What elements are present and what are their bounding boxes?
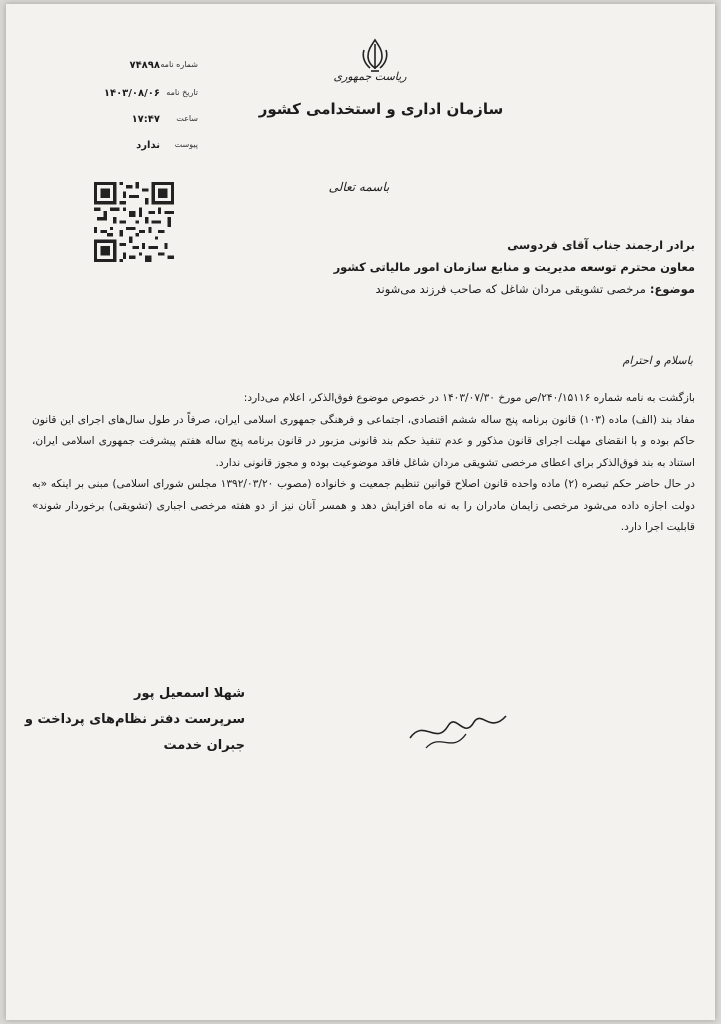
addressee-line1: برادر ارجمند جناب آقای فردوسی xyxy=(507,238,695,252)
signer-name: شهلا اسمعیل پور xyxy=(133,686,245,701)
qr-code xyxy=(94,182,174,262)
org-line-presidency: ریاست جمهوری xyxy=(333,70,407,83)
letter-time-value: ۱۷:۴۷ xyxy=(131,114,160,125)
subject-line xyxy=(375,282,695,296)
basmala-top: باسمه تعالی xyxy=(328,180,390,194)
greeting: باسلام و احترام xyxy=(622,354,693,367)
signer-title-line1: سرپرست دفتر نظام‌های پرداخت و xyxy=(24,712,245,727)
signer-title-line2: جبران خدمت xyxy=(163,738,245,753)
body-paragraph-2: مفاد بند (الف) ماده (۱۰۳) قانون برنامه پنج ساله ششم اقتصادی، اجتماعی و فرهنگی جمهوری اسلامی ایران، صرفاً در طول سال‌های اجرای این قانون حاکم بوده و با انقضای مهلت اجرای قانون مذکور و عدم تنفیذ حکم بند قانونی مزبور در قانون برنامه پنج ساله هفتم پیشرفت جمهوری اسلامی ایران، استناد به بند فوق‌الذکر برای اعطای مرخصی تشویقی مردان شاغل فاقد موضوعیت بوده و مجوز قانونی ندارد. xyxy=(32,413,695,469)
body-paragraph-3: در حال حاضر حکم تبصره (۲) ماده واحده قانون اصلاح قوانین تنظیم جمعیت و خانواده (مصوب ۱۳۹۲/۰۳/۲۰ مجلس شورای اسلامی) مبنی بر اینکه «به دولت اجازه داده می‌شود مرخصی زایمان مادران را به نه ماه افزایش دهد و همسر آنان نیز از دو هفته مرخصی اجباری (تشویقی) برخوردار شوند» قابلیت اجرا دارد. xyxy=(32,478,695,533)
subject-text: مرخصی تشویقی مردان شاغل که صاحب فرزند می‌شوند xyxy=(375,282,646,296)
letter-body xyxy=(32,388,695,539)
letter-attachment-row xyxy=(88,140,198,158)
letter-time-row xyxy=(88,114,198,132)
addressee-line2: معاون محترم توسعه مدیریت و منابع سازمان امور مالیاتی کشور xyxy=(333,260,695,274)
letter-number-label: شماره نامه xyxy=(160,60,198,69)
letter-attachment-value: ندارد xyxy=(136,140,160,151)
letter-attachment-label: پیوست xyxy=(174,140,198,149)
letter-date-label: تاریخ نامه xyxy=(166,88,198,97)
letter-time-label: ساعت xyxy=(176,114,198,123)
emblem-icon xyxy=(360,38,390,72)
letter-number-value: ۷۴۸۹۸ xyxy=(129,60,160,71)
letter-page xyxy=(6,4,715,1020)
signature-scribble xyxy=(406,698,511,758)
body-paragraph-1: بازگشت به نامه شماره ۲۴۰/۱۵۱۱۶/ص مورخ ۱۴۰۳/۰۷/۳۰ در خصوص موضوع فوق‌الذکر، اعلام می‌دارد: xyxy=(243,392,695,404)
letter-date-value: ۱۴۰۳/۰۸/۰۶ xyxy=(103,88,160,99)
letter-number-row xyxy=(88,60,198,78)
org-line-agency: سازمان اداری و استخدامی کشور xyxy=(258,100,504,118)
letter-date-row xyxy=(88,88,198,106)
subject-label: موضوع: xyxy=(649,282,695,296)
